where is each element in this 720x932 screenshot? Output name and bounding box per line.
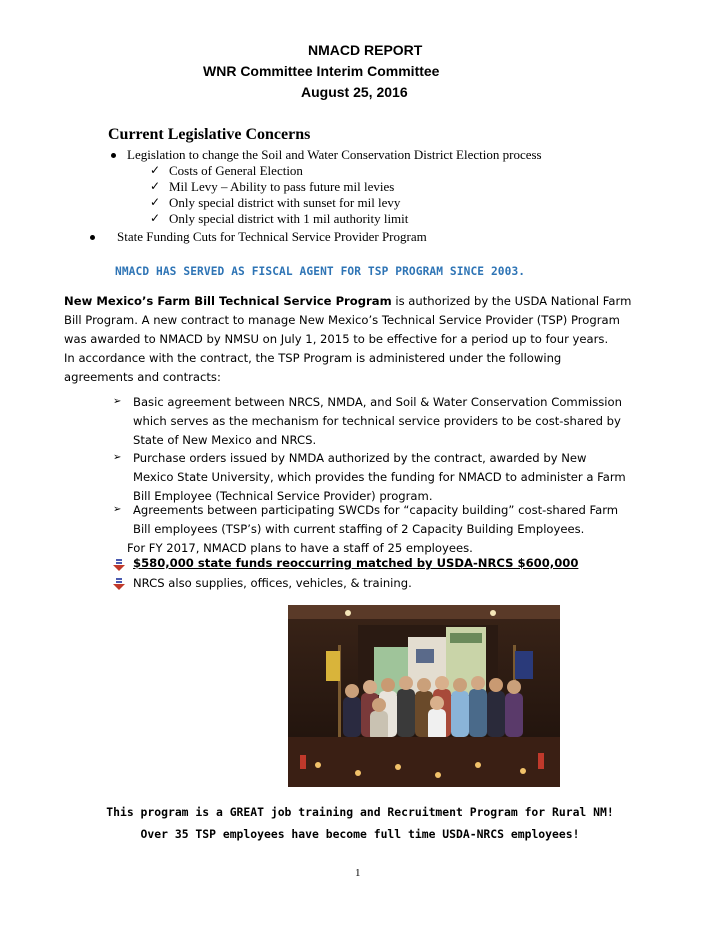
closing-line-1: This program is a GREAT job training and Recruitment Program for Rural NM! xyxy=(106,805,614,819)
agreement-item: Basic agreement between NRCS, NMDA, and Soil & Water Conservation Commission which serves as the mechanism for technical service providers to be cost-shared by State of New Mexico and NRCS. xyxy=(133,395,622,447)
report-title: NMACD REPORT xyxy=(308,42,423,58)
arrow-icon: ➢ xyxy=(113,452,122,463)
bullet-icon xyxy=(111,153,116,158)
funding-match-line: $580,000 state funds reoccurring matched by USDA-NRCS $600,000 xyxy=(133,556,579,570)
fy-staffing-note: For FY 2017, NMACD plans to have a staff of 25 employees. xyxy=(127,541,473,555)
subitem: Costs of General Election xyxy=(169,163,303,178)
down-arrow-icon xyxy=(113,578,125,590)
check-icon: ✓ xyxy=(150,179,161,193)
subitem: Mil Levy – Ability to pass future mil levies xyxy=(169,179,395,194)
program-name: New Mexico’s Farm Bill Technical Service Program xyxy=(64,294,392,308)
nrcs-support-line: NRCS also supplies, offices, vehicles, & training. xyxy=(133,576,412,590)
subitem: Only special district with 1 mil authority limit xyxy=(169,211,409,226)
committee-title: WNR Committee Interim Committee xyxy=(203,63,440,79)
check-icon: ✓ xyxy=(150,163,161,177)
concerns-heading: Current Legislative Concerns xyxy=(108,126,311,143)
fiscal-agent-banner: NMACD HAS SERVED AS FISCAL AGENT FOR TSP PROGRAM SINCE 2003. xyxy=(115,265,526,278)
concern-item-funding: State Funding Cuts for Technical Service Provider Program xyxy=(117,229,427,244)
down-arrow-icon xyxy=(113,559,125,571)
check-icon: ✓ xyxy=(150,195,161,209)
arrow-icon: ➢ xyxy=(113,504,122,515)
arrow-icon: ➢ xyxy=(113,396,122,407)
group-photo xyxy=(288,605,560,787)
closing-line-2: Over 35 TSP employees have become full time USDA-NRCS employees! xyxy=(140,827,580,841)
concern-item-election: Legislation to change the Soil and Water Conservation District Election process xyxy=(127,147,542,162)
agreement-item: Purchase orders issued by NMDA authorized by the contract, awarded by New Mexico State University, which provides the funding for NMACD to administer a Farm Bill Employee (Technical Service Provider) program. xyxy=(133,451,626,503)
subitem: Only special district with sunset for mil levy xyxy=(169,195,401,210)
intro-paragraph: New Mexico’s Farm Bill Technical Service Program is authorized by the USDA National Farm Bill Program. A new contract to manage New Mexico’s Technical Service Provider (TSP) Program was awarded to NMACD by NMSU on July 1, 2015 to be effective for a period up to four years. In accordance with the contract, the TSP Program is administered under the following agreements and contracts: xyxy=(64,294,632,384)
page-number: 1 xyxy=(355,867,361,879)
report-date: August 25, 2016 xyxy=(301,84,408,100)
check-icon: ✓ xyxy=(150,211,161,225)
bullet-icon xyxy=(90,235,95,240)
agreement-item: Agreements between participating SWCDs for “capacity building” cost-shared Farm Bill employees (TSP’s) with current staffing of 2 Capacity Building Employees. xyxy=(133,503,619,536)
